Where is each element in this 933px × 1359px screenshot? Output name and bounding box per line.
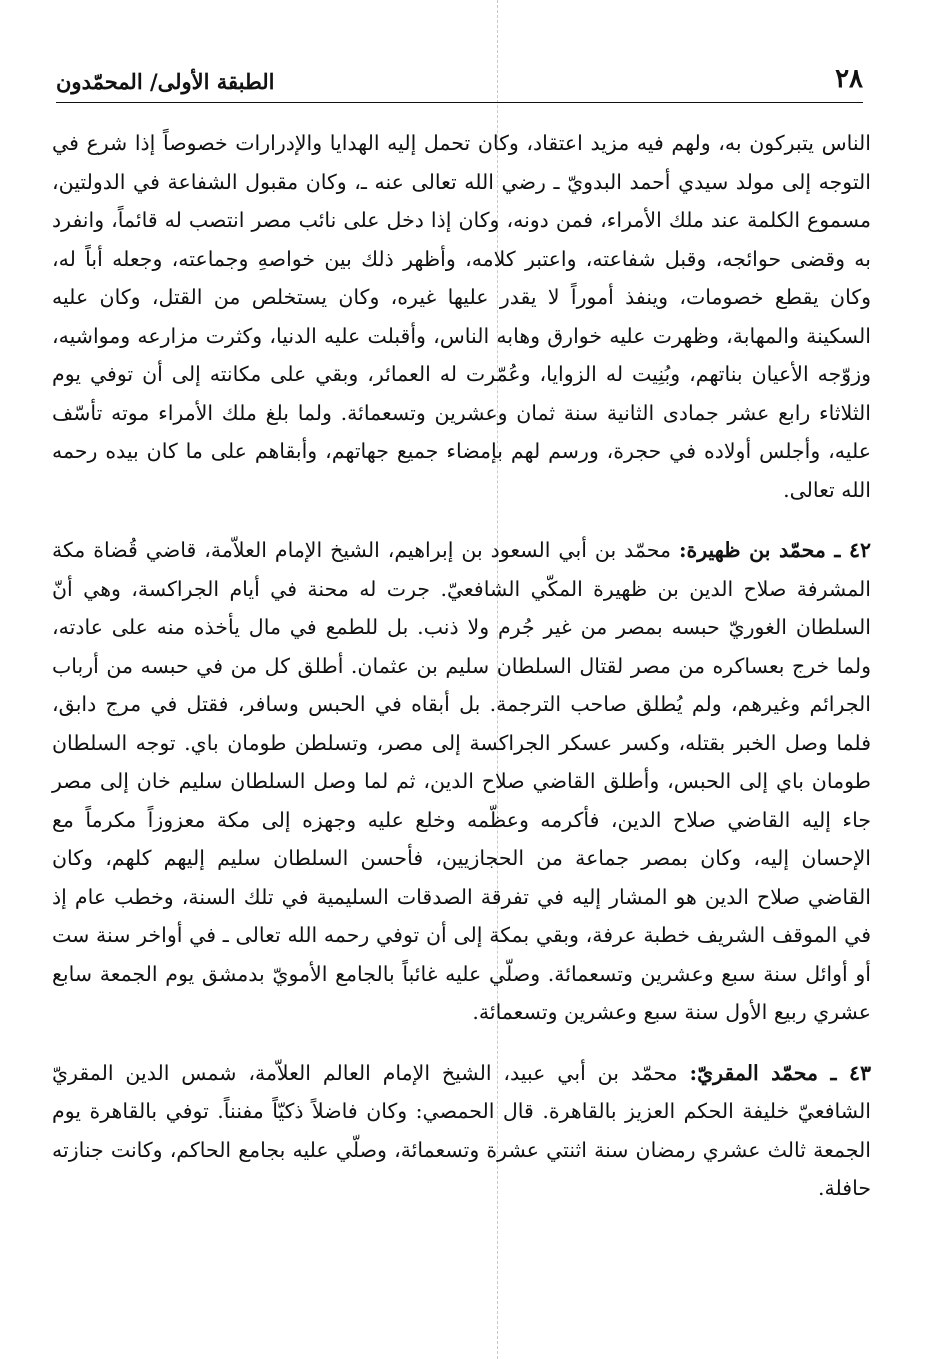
entry-heading: ٤٢ ـ محمّد بن ظهيرة: bbox=[678, 538, 871, 562]
page-number: ٢٨ bbox=[835, 64, 863, 94]
entry-text: محمّد بن أبي عبيد، الشيخ الإمام العالم العلاّمة، شمس الدين المقريّ الشافعيّ خليفة الحكم العزيز بالقاهرة. قال الحمصي: وكان فاضلاً ذكيّاً مفنناً. توفي بالقاهرة يوم الجمعة ثالث عشري رمضان سنة اثنتي عشرة وتسعمائة، وصلّي عليه بجامع الحاكم، وكانت جنازته حافلة. bbox=[52, 1060, 871, 1200]
page-header bbox=[56, 64, 863, 106]
entry-43 bbox=[52, 1054, 871, 1208]
entry-text: محمّد بن أبي السعود بن إبراهيم، الشيخ الإمام العلاّمة، قاضي قُضاة مكة المشرفة صلاح الدين بن ظهيرة المكّي الشافعيّ. جرت له محنة في أيام الجراكسة، وهي أنّ السلطان الغوريّ حبسه بمصر من غير جُرم ولا ذنب. بل للطمع في مال يأخذه منه على عادته، ولما خرج بعساكره من مصر لقتال السلطان سليم بن عثمان. أطلق كل من في حبسه من أرباب الجرائم وغيرهم، ولم يُطلق صاحب الترجمة. بل أبقاه في الحبس وسافر، فقتل في مرج دابق، فلما وصل الخبر بقتله، وكسر عسكر الجراكسة إلى مصر، وتسلطن طومان باي. توجه السلطان طومان باي إلى الحبس، وأطلق القاضي صلاح الدين، ثم لما وصل السلطان سليم خان إلى مصر جاء إليه القاضي صلاح الدين، فأكرمه وعظّمه وخلع عليه وجهزه إلى مكة معزوزاً مكرماً مع الإحسان إليه، وكان بمصر جماعة من الحجازيين، فأحسن السلطان سليم إليهم كلهم، وكان القاضي صلاح الدين هو المشار إليه في تفرقة الصدقات السليمية في تلك السنة، وخطب عام إذ في الموقف الشريف خطبة عرفة، وبقي بمكة إلى أن توفي رحمه الله تعالى ـ في أواخر سنة ست أو أوائل سنة سبع وعشرين وتسعمائة. وصلّي عليه غائباً بالجامع الأمويّ بدمشق يوم الجمعة سابع عشري ربيع الأول سنة سبع وعشرين وتسعمائة. bbox=[52, 538, 871, 1024]
page-body bbox=[52, 124, 871, 1208]
entry-heading: ٤٣ ـ محمّد المقريّ: bbox=[689, 1060, 871, 1085]
entry-42 bbox=[52, 531, 871, 1032]
entry-text: الناس يتبركون به، ولهم فيه مزيد اعتقاد، وكان تحمل إليه الهدايا والإدرارات خصوصاً إذا شرع في التوجه إلى مولد سيدي أحمد البدويّ ـ رضي الله تعالى عنه ـ، وكان مقبول الشفاعة في الدولتين، مسموع الكلمة عند ملك الأمراء، فمن دونه، وكان إذا دخل على نائب مصر انتصب له قائماً، وانفرد به وقضى حوائجه، وقبل شفاعته، واعتبر كلامه، وأظهر ذلك بين خواصهِ وجماعته، وجعله أباً له، وكان يقطع خصومات، وينفذ أموراً لا يقدر عليها غيره، وكان يستخلص من القتل، وكان عليه السكينة والمهابة، وظهرت عليه خوارق وهابه الناس، وأقبلت عليه الدنيا، وكثرت مزارعه ومواشيه، وزوّجه الأعيان بناتهم، وبُنِيت له الزوايا، وعُمّرت له العمائر، وبقي على مكانته إلى أن توفي يوم الثلاثاء رابع عشر جمادى الثانية سنة ثمان وعشرين وتسعمائة. ولما بلغ ملك الأمراء موته تأسّف عليه، وأجلس أولاده في حجرة، ورسم لهم بإمضاء جميع جهاتهم، وأبقاهم على ما كان بيده رحمه الله تعالى. bbox=[52, 131, 871, 502]
continued-entry bbox=[52, 124, 871, 509]
running-title: الطبقة الأولى/ المحمّدون bbox=[56, 69, 275, 94]
header-rule bbox=[56, 102, 863, 103]
